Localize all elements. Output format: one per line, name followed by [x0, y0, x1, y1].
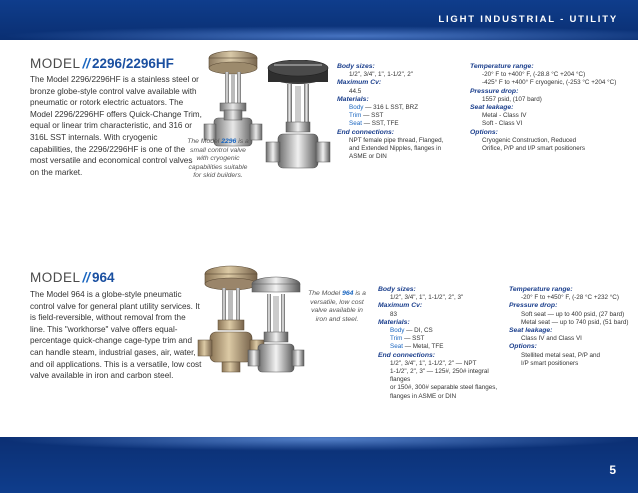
material-value: — Metal, TFE — [404, 343, 444, 351]
spec-material-trim — [378, 335, 508, 343]
model-word: MODEL — [30, 56, 81, 71]
spec-material-body — [378, 327, 508, 335]
model-2296-description: The Model 2296/2296HF is a stainless steel or bronze globe-style control valve available with pneumatic or rotork electric actuators. The Model 2296/2296HF offers Quick-Change Trim, equal or linear trim characteristic, and 316 or 316L SST internals. With cryogenic capabilities, the 2296/2296HF is one of the most versatile and economical control valves on the market. — [30, 75, 202, 177]
model-word: MODEL — [30, 270, 81, 285]
model-964-callout — [306, 290, 368, 324]
model-2296-callout — [186, 138, 250, 181]
spec-end-line: 1-1/2", 2", 3" — 125#, 250# integral flanges — [390, 368, 489, 384]
model-slash: // — [82, 270, 91, 285]
callout-pre: The Model — [308, 290, 341, 297]
spec-material-seat — [337, 120, 467, 128]
material-value: — 316 L SST, BRZ — [365, 104, 419, 112]
model-964-specs-left — [378, 286, 508, 401]
model-slash: // — [82, 56, 91, 71]
spec-options-line: I/P smart positioners — [521, 359, 579, 367]
spec-head-seat-leakage: Seat leakage: — [509, 327, 553, 335]
footer-glow — [0, 437, 638, 451]
spec-temp-line: -20° F to +450° F, (-28 °C +232 °C) — [521, 294, 619, 302]
spec-end-line: NPT female pipe thread, Flanged, — [349, 136, 444, 144]
spec-options-line: Stellited metal seat, P/P and — [521, 351, 600, 359]
spec-head-temperature: Temperature range: — [509, 286, 573, 293]
page-number: 5 — [609, 463, 616, 477]
material-value: — SST, TFE — [363, 120, 399, 128]
material-label: Body — [349, 104, 364, 112]
spec-head-end-connections: End connections: — [337, 128, 395, 136]
spec-max-cv: 83 — [390, 310, 398, 318]
spec-end-line: 1/2", 3/4", 1", 1-1/2", 2" — NPT — [390, 359, 477, 367]
material-label: Seat — [349, 120, 362, 128]
spec-head-seat-leakage: Seat leakage: — [470, 104, 514, 112]
model-2296-specs-right — [470, 63, 630, 153]
spec-seat-line: Class IV and Class VI — [521, 335, 582, 343]
spec-end-line: or 150#, 300# separable steel flanges, — [390, 384, 498, 392]
spec-head-body-sizes: Body sizes: — [378, 286, 416, 293]
model-964-specs-right — [509, 286, 634, 368]
spec-options-line: Cryogenic Construction, Reduced — [482, 136, 577, 144]
model-2296-heading — [30, 56, 174, 71]
model-964-description: The Model 964 is a globe-style pneumatic control valve for general plant utility services. It is field-reversible, without removal from the line. This "workhorse" valve offers equal-percentage quick-change cage-type trim and can handle steam, industrial gases, air, water, and oil applications. This is a versatile, low cost valve available in iron and carbon steel. — [30, 290, 202, 381]
material-label: Trim — [349, 112, 362, 120]
spec-head-options: Options: — [470, 128, 498, 136]
spec-head-pressure: Pressure drop: — [470, 87, 519, 95]
spec-seat-line: Soft - Class VI — [482, 120, 523, 128]
material-value: — SST — [363, 112, 384, 120]
callout-pre: The Model — [187, 138, 220, 145]
stainless-valve-964-image — [246, 274, 306, 384]
material-label: Body — [390, 327, 405, 335]
material-value: — SST — [404, 335, 425, 343]
spec-pressure-line: Soft seat — up to 400 psid, (27 bard) — [521, 310, 625, 318]
spec-options-line: Orifice, P/P and I/P smart positioners — [482, 145, 586, 153]
spec-temp-line: -425° F to +400° F cryogenic, (-253 °C +204 °C) — [482, 79, 617, 87]
material-label: Trim — [390, 335, 403, 343]
spec-head-temperature: Temperature range: — [470, 63, 534, 70]
callout-highlight: 964 — [342, 290, 354, 297]
header-glow — [0, 26, 638, 40]
spec-end-line: and Extended Nipples, flanges in — [349, 145, 442, 153]
spec-pressure-line: 1557 psid, (107 bard) — [482, 95, 542, 103]
spec-end-line: flanges in ASME or DIN — [390, 392, 457, 400]
spec-pressure-line: Metal seat — up to 740 psid, (51 bard) — [521, 318, 629, 326]
spec-material-trim — [337, 112, 467, 120]
spec-head-end-connections: End connections: — [378, 351, 436, 359]
header-title: LIGHT INDUSTRIAL - UTILITY — [438, 14, 618, 25]
spec-head-body-sizes: Body sizes: — [337, 63, 375, 70]
footer-band — [0, 437, 638, 493]
model-964-heading — [30, 270, 115, 285]
spec-head-pressure: Pressure drop: — [509, 302, 558, 310]
header-band — [0, 0, 638, 40]
callout-post: is a versatile, low cost valve available in iron and steel. — [310, 290, 366, 323]
material-label: Seat — [390, 343, 403, 351]
spec-head-max-cv: Maximum Cv: — [378, 302, 423, 310]
spec-material-body — [337, 104, 467, 112]
spec-head-max-cv: Maximum Cv: — [337, 79, 382, 87]
stainless-valve-2296-image — [262, 60, 334, 180]
spec-body-sizes: 1/2", 3/4", 1", 1-1/2", 2" — [349, 71, 414, 79]
model-2296-specs-left — [337, 63, 467, 161]
spec-end-line: ASME or DIN — [349, 153, 387, 161]
callout-post: is a small control valve with cryogenic capabilities suitable for skid builders. — [188, 138, 249, 180]
spec-temp-line: -20° F to +400° F, (-28.8 °C +204 °C) — [482, 71, 586, 79]
callout-highlight: 2296 — [221, 138, 237, 145]
material-value: — DI, CS — [406, 327, 433, 335]
spec-material-seat — [378, 343, 508, 351]
spec-head-options: Options: — [509, 343, 537, 351]
model-number: 2296/2296HF — [92, 56, 174, 71]
spec-head-materials: Materials: — [378, 318, 410, 326]
spec-body-sizes: 1/2", 3/4", 1", 1-1/2", 2", 3" — [390, 294, 464, 302]
spec-seat-line: Metal - Class IV — [482, 112, 527, 120]
spec-head-materials: Materials: — [337, 95, 369, 103]
spec-max-cv: 44.5 — [349, 87, 362, 95]
model-number: 964 — [92, 270, 115, 285]
